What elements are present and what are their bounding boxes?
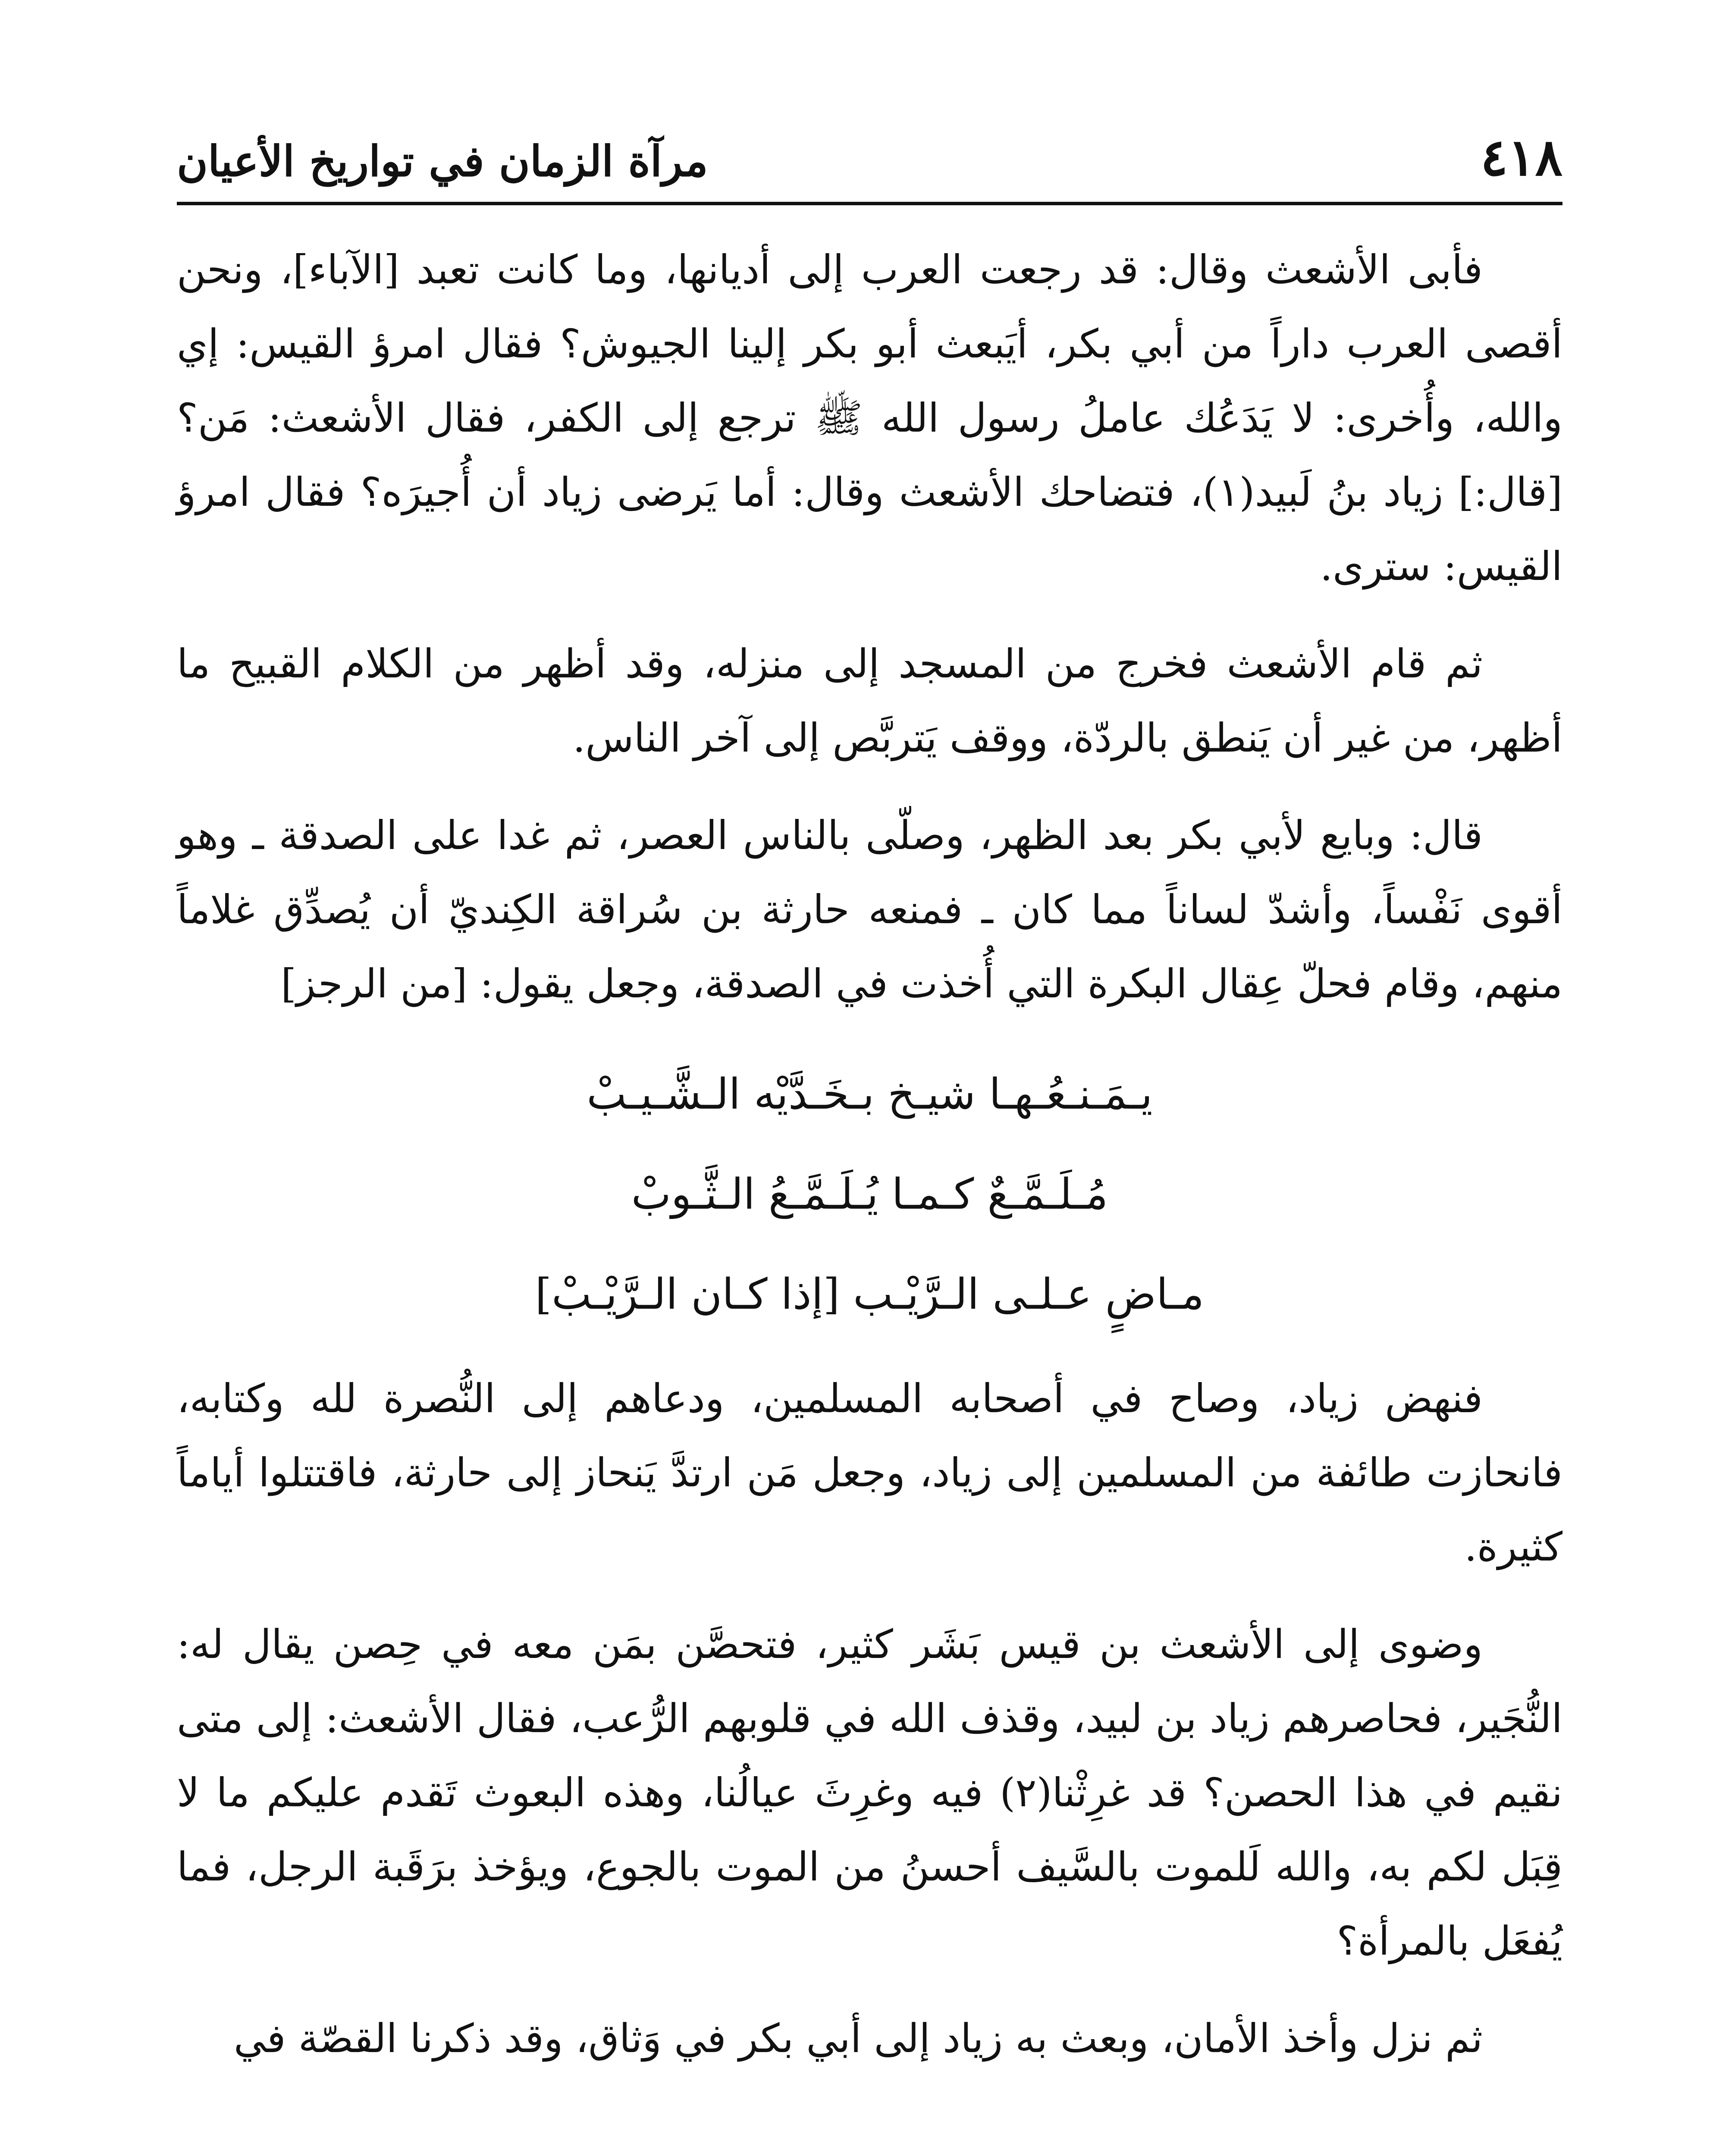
verse-line-3: مـاضٍ عـلـى الـرَّيْـب [إذا كـان الـرَّيْـبْ] [535,1270,1205,1319]
paragraph-2: ثم قام الأشعث فخرج من المسجد إلى منزله، وقد أظهر من الكلام القبيح ما أظهر، من غير أن يَنطق بالردّة، ووقف يَتربَّص إلى آخر الناس. [177,641,1562,761]
verse-line-2: مُـلَـمَّـعٌ كـمـا يُـلَـمَّـعُ الـثَّـوبْ [631,1170,1108,1219]
paragraph-1: فأبى الأشعث وقال: قد رجعت العرب إلى أديانها، وما كانت تعبد [الآباء]، ونحن أقصى العرب داراً من أبي بكر، أيَبعث أبو بكر إلينا الجيوش؟ فقال امرؤ القيس: إي والله، وأُخرى: لا يَدَعُك عاملُ رسول الله ﷺ ترجع إلى الكفر، فقال الأشعث: مَن؟ [قال:] زياد بنُ لَبيد(١)، فتضاحك الأشعث وقال: أما يَرضى زياد أن أُجيرَه؟ فقال امرؤ القيس: سترى. [177,247,1563,589]
main-text [177,233,1562,2099]
paragraph-4: فنهض زياد، وصاح في أصحابه المسلمين، ودعاهم إلى النُّصرة لله وكتابه، فانحازت طائفة من المسلمين إلى زياد، وجعل مَن ارتدَّ يَنحاز إلى حارثة، فاقتتلوا أياماً كثيرة. [177,1376,1562,1570]
header-rule [177,202,1562,205]
verse-line-1: يـمَـنـعُـهـا شيـخ بـخَـدَّيْه الـشَّـيـبْ [587,1070,1153,1119]
running-header [177,129,1562,194]
paragraph-3: قال: وبايع لأبي بكر بعد الظهر، وصلّى بالناس العصر، ثم غدا على الصدقة ـ وهو أقوى نَفْساً، وأشدّ لساناً مما كان ـ فمنعه حارثة بن سُراقة الكِنديّ أن يُصدِّق غلاماً منهم، وقام فحلّ عِقال البكرة التي أُخذت في الصدقة، وجعل يقول: [من الرجز] [177,812,1562,1007]
poem-verse [177,1044,1562,1344]
paragraph-6: ثم نزل وأخذ الأمان، وبعث به زياد إلى أبي بكر في وَثاق، وقد ذكرنا القصّة في [233,2015,1483,2062]
paragraph-5: وضوى إلى الأشعث بن قيس بَشَر كثير، فتحصَّن بمَن معه في حِصن يقال له: النُّجَير، فحاصرهم زياد بن لبيد، وقذف الله في قلوبهم الرُّعب، فقال الأشعث: إلى متى نقيم في هذا الحصن؟ قد غرِثْنا(٢) فيه وغرِثَ عيالُنا، وهذه البعوث تَقدم عليكم ما لا قِبَل لكم به، والله لَلموت بالسَّيف أحسنُ من الموت بالجوع، ويؤخذ برَقَبة الرجل، فما يُفعَل بالمرأة؟ [177,1621,1562,1964]
book-title: مرآة الزمان في تواريخ الأعيان [177,137,708,186]
page-number: ٤١٨ [1480,127,1562,187]
